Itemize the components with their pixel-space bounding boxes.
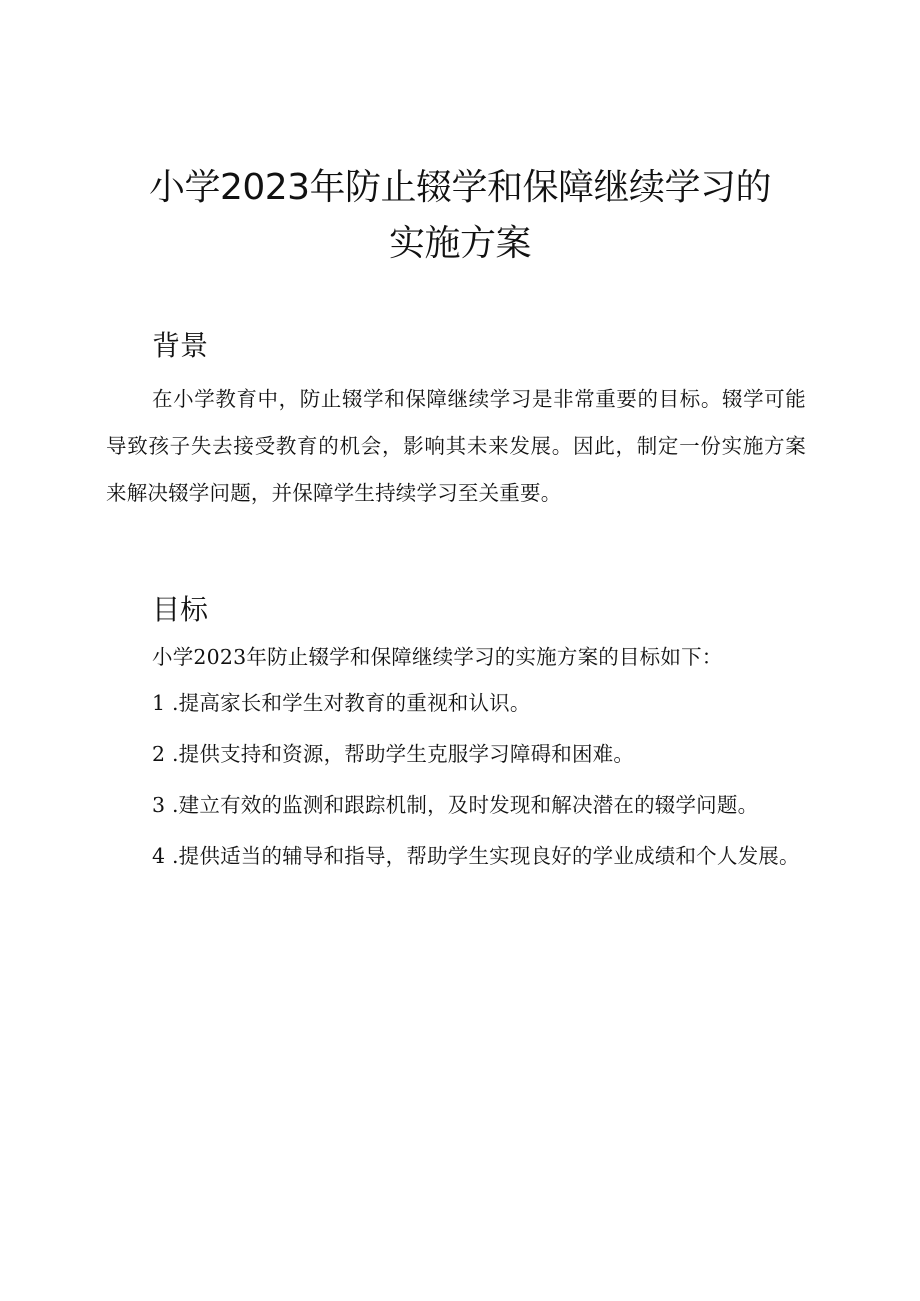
goals-intro-paragraph: 小学2023年防止辍学和保障继续学习的实施方案的目标如下： — [152, 645, 723, 669]
goal-item-2 — [106, 731, 806, 778]
goal-item-1 — [106, 680, 806, 727]
document-title-line-2: 实施方案 — [388, 223, 531, 264]
goal-item-number: 3 — [152, 793, 166, 817]
goal-item-number: 1 — [152, 691, 166, 715]
goal-item-4 — [106, 833, 806, 880]
goal-item-number: 2 — [152, 742, 166, 766]
goal-item-text: .建立有效的监测和跟踪机制，及时发现和解决潜在的辍学问题。 — [171, 793, 759, 817]
goal-item-text: .提供适当的辅导和指导，帮助学生实现良好的学业成绩和个人发展。 — [171, 844, 800, 868]
goal-item-text: .提高家长和学生对教育的重视和认识。 — [171, 691, 531, 715]
section-heading-background: 背景 — [152, 329, 209, 362]
background-paragraph: 在小学教育中，防止辍学和保障继续学习是非常重要的目标。辍学可能导致孩子失去接受教育的机会，影响其未来发展。因此，制定一份实施方案来解决辍学问题，并保障学生持续学习至关重要。 — [106, 387, 806, 505]
goal-item-text: .提供支持和资源，帮助学生克服学习障碍和困难。 — [171, 742, 635, 766]
section-heading-goals: 目标 — [152, 593, 209, 626]
goal-item-3 — [106, 782, 806, 829]
document-title-line-1: 小学2023年防止辍学和保障继续学习的 — [148, 167, 772, 208]
goal-item-number: 4 — [152, 844, 166, 868]
goals-list — [106, 680, 806, 884]
document-title — [0, 160, 920, 272]
